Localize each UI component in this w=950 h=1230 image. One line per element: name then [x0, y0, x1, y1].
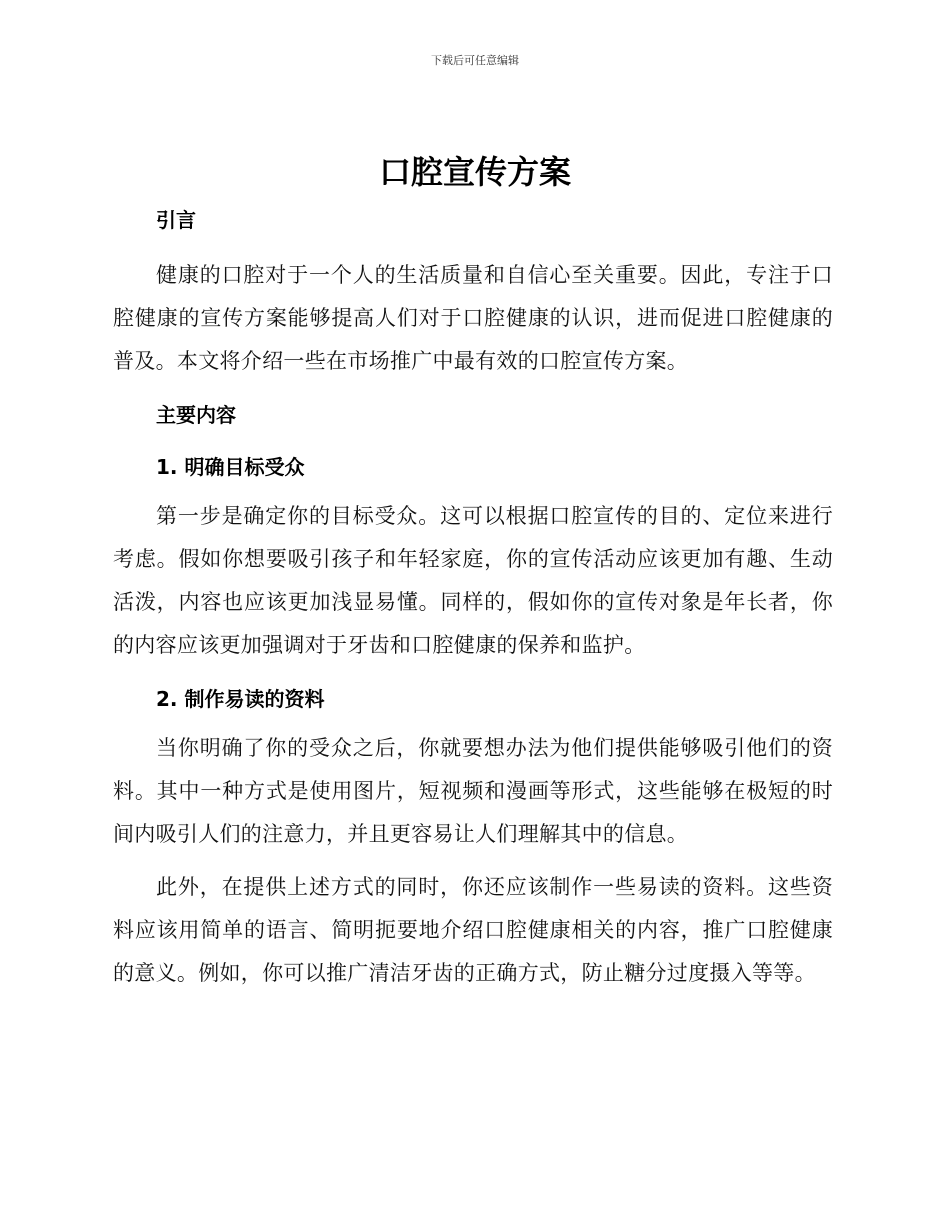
section-2-heading: 2. 制作易读的资料: [156, 687, 325, 711]
section-2-paragraph-2: 此外，在提供上述方式的同时，你还应该制作一些易读的资料。这些资料应该用简单的语言、简明扼要地介绍口腔健康相关的内容，推广口腔健康的意义。例如，你可以推广清洁牙齿的正确方式，防止糖分过度摄入等等。: [113, 875, 833, 985]
main-content-heading: 主要内容: [156, 403, 236, 427]
intro-paragraph: 健康的口腔对于一个人的生活质量和自信心至关重要。因此，专注于口腔健康的宣传方案能够提高人们对于口腔健康的认识，进而促进口腔健康的普及。本文将介绍一些在市场推广中最有效的口腔宣传方案。: [113, 263, 833, 373]
document-title: 口腔宣传方案: [378, 153, 571, 191]
section-1-paragraph: 第一步是确定你的目标受众。这可以根据口腔宣传的目的、定位来进行考虑。假如你想要吸引孩子和年轻家庭，你的宣传活动应该更加有趣、生动活泼，内容也应该更加浅显易懂。同样的，假如你的宣传对象是年长者，你的内容应该更加强调对于牙齿和口腔健康的保养和监护。: [113, 504, 833, 657]
intro-heading: 引言: [156, 208, 196, 232]
section-2-paragraph-1: 当你明确了你的受众之后，你就要想办法为他们提供能够吸引他们的资料。其中一种方式是使用图片，短视频和漫画等形式，这些能够在极短的时间内吸引人们的注意力，并且更容易让人们理解其中的信息。: [113, 736, 833, 846]
document-body: [113, 200, 833, 995]
section-1-heading: 1. 明确目标受众: [156, 455, 305, 479]
header-note: 下载后可任意编辑: [431, 54, 519, 67]
